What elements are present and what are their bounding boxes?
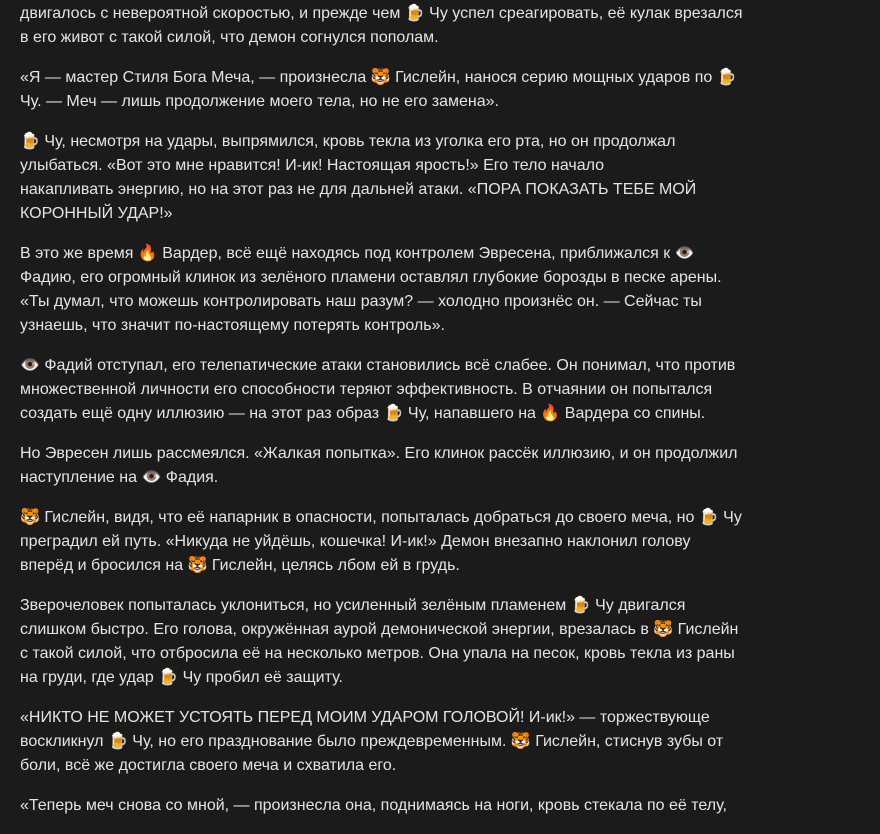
story-paragraph xyxy=(20,242,755,338)
story-paragraph xyxy=(20,706,755,778)
paragraph-line: 🍺 Чу, несмотря на удары, выпрямился, кровь текла из уголка его рта, но он продолжал xyxy=(20,133,676,150)
story-paragraph xyxy=(20,66,755,114)
paragraph-line: узнаешь, что значит по-настоящему потерять контроль». xyxy=(20,317,445,334)
story-paragraph xyxy=(20,354,755,426)
paragraph-line: создать ещё одну иллюзию — на этот раз образ 🍺 Чу, напавшего на 🔥 Вардера со спины. xyxy=(20,405,706,422)
paragraph-line: с такой силой, что отбросила её на несколько метров. Она упала на песок, кровь текла из раны xyxy=(20,645,735,662)
paragraph-line: «Теперь меч снова со мной, — произнесла она, поднимаясь на ноги, кровь стекала по её телу, xyxy=(20,797,727,814)
story-paragraph xyxy=(20,2,755,50)
story-paragraph xyxy=(20,130,755,226)
paragraph-line: «Я — мастер Стиля Бога Меча, — произнесла 🐯 Гислейн, нанося серию мощных ударов по 🍺 xyxy=(20,69,737,86)
paragraph-line: Но Эвресен лишь рассмеялся. «Жалкая попытка». Его клинок рассёк иллюзию, и он продолжил xyxy=(20,445,738,462)
paragraph-line: 👁️ Фадий отступал, его телепатические атаки становились всё слабее. Он понимал, что против xyxy=(20,357,736,374)
paragraph-line: «НИКТО НЕ МОЖЕТ УСТОЯТЬ ПЕРЕД МОИМ УДАРОМ ГОЛОВОЙ! И-ик!» — торжествующе xyxy=(20,709,710,726)
paragraph-line: в его живот с такой силой, что демон согнулся пополам. xyxy=(20,29,439,46)
paragraph-line: двигалось с невероятной скоростью, и прежде чем 🍺 Чу успел среагировать, её кулак врезался xyxy=(20,5,743,22)
paragraph-line: на груди, где удар 🍺 Чу пробил её защиту. xyxy=(20,669,343,686)
paragraph-line: КОРОННЫЙ УДАР!» xyxy=(20,205,173,222)
story-text xyxy=(20,2,755,834)
paragraph-line: боли, всё же достигла своего меча и схватила его. xyxy=(20,757,397,774)
paragraph-line: Чу. — Меч — лишь продолжение моего тела, но не его замена». xyxy=(20,93,499,110)
paragraph-line: 🐯 Гислейн, видя, что её напарник в опасности, попыталась добраться до своего меча, но 🍺 Чу xyxy=(20,509,742,526)
story-paragraph xyxy=(20,506,755,578)
paragraph-line: накапливать энергию, но на этот раз не для дальней атаки. «ПОРА ПОКАЗАТЬ ТЕБЕ МОЙ xyxy=(20,181,697,198)
story-paragraph xyxy=(20,594,755,690)
paragraph-line: «Ты думал, что можешь контролировать наш разум? — холодно произнёс он. — Сейчас ты xyxy=(20,293,702,310)
paragraph-line: Фадию, его огромный клинок из зелёного пламени оставлял глубокие борозды в песке арены. xyxy=(20,269,722,286)
paragraph-line: Зверочеловек попыталась уклониться, но усиленный зелёным пламенем 🍺 Чу двигался xyxy=(20,597,686,614)
paragraph-line: воскликнул 🍺 Чу, но его празднование было преждевременным. 🐯 Гислейн, стиснув зубы от xyxy=(20,733,724,750)
paragraph-line: В это же время 🔥 Вардер, всё ещё находясь под контролем Эвресена, приближался к 👁️ xyxy=(20,245,695,262)
paragraph-line: преградил ей путь. «Никуда не уйдёшь, кошечка! И-ик!» Демон внезапно наклонил голову xyxy=(20,533,691,550)
paragraph-line: вперёд и бросился на 🐯 Гислейн, целясь лбом ей в грудь. xyxy=(20,557,460,574)
paragraph-line: слишком быстро. Его голова, окружённая аурой демонической энергии, врезалась в 🐯 Гислейн xyxy=(20,621,739,638)
story-paragraph xyxy=(20,794,755,818)
story-paragraph xyxy=(20,442,755,490)
paragraph-line: наступление на 👁️ Фадия. xyxy=(20,469,219,486)
paragraph-line: улыбаться. «Вот это мне нравится! И-ик! Настоящая ярость!» Его тело начало xyxy=(20,157,605,174)
paragraph-line: множественной личности его способности теряют эффективность. В отчаянии он попытался xyxy=(20,381,713,398)
